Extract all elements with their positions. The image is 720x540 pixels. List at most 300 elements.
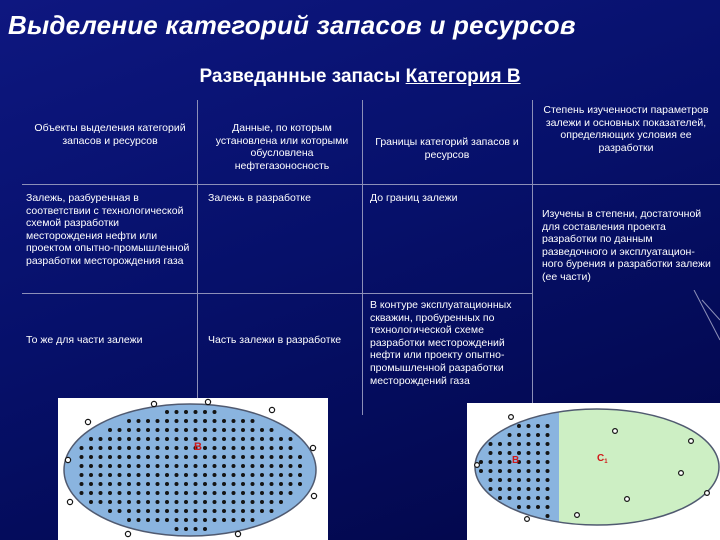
production-well [232,437,236,441]
production-well [184,464,188,468]
production-well [279,491,283,495]
exploration-well [509,415,514,420]
production-well [203,509,207,513]
production-well [99,446,103,450]
production-well [194,509,198,513]
production-well [127,482,131,486]
subtitle-category: Категория B [405,66,521,87]
row2-bounds: В контуре эксплуатационных скважин, пробуренных по технологической схеме разработки месторождений нефти или проекту опытно-промышленной разработки месторождений газа [370,299,512,387]
production-well [270,500,274,504]
production-well [146,491,150,495]
slide-subtitle [0,66,720,88]
production-well [127,437,131,441]
production-well [175,428,179,432]
production-well [194,464,198,468]
production-well [165,446,169,450]
production-well [241,419,245,423]
production-well [165,473,169,477]
production-well [194,527,198,531]
production-well [222,500,226,504]
production-well [232,428,236,432]
production-well [213,446,217,450]
production-well [156,464,160,468]
production-well [232,482,236,486]
production-well [241,455,245,459]
production-well [251,455,255,459]
exploration-well [67,499,72,504]
production-well [108,437,112,441]
production-well [222,419,226,423]
production-well [146,419,150,423]
production-well [517,442,521,446]
production-well [127,464,131,468]
production-well [251,491,255,495]
exploration-well [689,439,694,444]
production-well [175,491,179,495]
production-well [508,469,512,473]
production-well [260,500,264,504]
production-well [546,469,550,473]
production-well [137,500,141,504]
table-row-divider [22,293,532,294]
production-well [165,437,169,441]
production-well [289,464,293,468]
production-well [270,428,274,432]
production-well [536,478,540,482]
production-well [175,446,179,450]
production-well [194,482,198,486]
production-well [146,446,150,450]
production-well [108,428,112,432]
production-well [137,509,141,513]
production-well [241,446,245,450]
production-well [536,451,540,455]
production-well [298,482,302,486]
production-well [156,428,160,432]
production-well [536,433,540,437]
production-well [99,491,103,495]
production-well [241,464,245,468]
production-well [99,482,103,486]
production-well [175,509,179,513]
production-well [194,473,198,477]
production-well [222,491,226,495]
production-well [203,473,207,477]
production-well [289,446,293,450]
production-well [508,433,512,437]
production-well [241,473,245,477]
production-well [118,500,122,504]
production-well [527,451,531,455]
production-well [508,451,512,455]
production-well [118,473,122,477]
exploration-well [310,445,315,450]
production-well [251,446,255,450]
exploration-well [151,401,156,406]
production-well [213,482,217,486]
table-column-divider [362,100,363,415]
production-well [137,482,141,486]
production-well [156,509,160,513]
production-well [203,464,207,468]
production-well [165,410,169,414]
production-well [165,491,169,495]
production-well [146,455,150,459]
production-well [279,446,283,450]
production-well [146,464,150,468]
production-well [222,437,226,441]
production-well [213,509,217,513]
production-well [194,518,198,522]
production-well [156,419,160,423]
reserves-table [22,100,720,415]
production-well [99,437,103,441]
production-well [184,482,188,486]
production-well [241,500,245,504]
production-well [203,482,207,486]
production-well [251,464,255,468]
production-well [165,464,169,468]
production-well [527,478,531,482]
production-well [289,473,293,477]
production-well [156,437,160,441]
production-well [241,518,245,522]
production-well [508,460,512,464]
production-well [479,460,483,464]
production-well [80,464,84,468]
production-well [184,419,188,423]
production-well [517,487,521,491]
production-well [146,437,150,441]
production-well [279,437,283,441]
production-well [546,451,550,455]
production-well [118,482,122,486]
production-well [498,478,502,482]
production-well [175,410,179,414]
production-well [89,473,93,477]
production-well [89,464,93,468]
production-well [80,446,84,450]
production-well [232,518,236,522]
production-well [184,527,188,531]
production-well [270,473,274,477]
production-well [270,509,274,513]
production-well [232,455,236,459]
production-well [279,473,283,477]
production-well [146,482,150,486]
production-well [156,455,160,459]
exploration-well [625,497,630,502]
production-well [175,518,179,522]
production-well [165,500,169,504]
production-well [165,509,169,513]
decorative-lines [690,290,720,370]
production-well [251,482,255,486]
production-well [498,442,502,446]
production-well [270,455,274,459]
production-well [498,460,502,464]
production-well [260,491,264,495]
production-well [546,460,550,464]
production-well [289,437,293,441]
production-well [184,455,188,459]
production-well [194,455,198,459]
production-well [108,500,112,504]
production-well [546,487,550,491]
production-well [108,446,112,450]
production-well [260,509,264,513]
deposit-outline [64,404,316,536]
production-well [251,518,255,522]
production-well [517,496,521,500]
production-well [279,455,283,459]
production-well [89,482,93,486]
production-well [222,473,226,477]
production-well [546,505,550,509]
production-well [127,500,131,504]
production-well [279,482,283,486]
table-column-divider [532,100,533,415]
production-well [137,455,141,459]
production-well [213,491,217,495]
production-well [203,437,207,441]
production-well [80,473,84,477]
production-well [498,496,502,500]
production-well [175,482,179,486]
production-well [146,509,150,513]
production-well [108,464,112,468]
exploration-well [125,531,130,536]
production-well [89,491,93,495]
production-well [536,487,540,491]
production-well [289,491,293,495]
production-well [118,428,122,432]
exploration-well [205,399,210,404]
production-well [184,509,188,513]
production-well [289,482,293,486]
production-well [241,428,245,432]
production-well [80,491,84,495]
exploration-well [85,419,90,424]
production-well [260,482,264,486]
production-well [222,518,226,522]
production-well [241,437,245,441]
production-well [203,446,207,450]
production-well [536,469,540,473]
production-well [203,428,207,432]
production-well [127,455,131,459]
production-well [508,496,512,500]
production-well [165,419,169,423]
production-well [232,446,236,450]
production-well [489,451,493,455]
production-well [213,419,217,423]
production-well [508,478,512,482]
exploration-well [679,471,684,476]
exploration-well [475,463,480,468]
production-well [156,491,160,495]
production-well [118,464,122,468]
production-well [536,460,540,464]
production-well [298,464,302,468]
production-well [175,455,179,459]
production-well [517,505,521,509]
category-c1-subscript: 1 [604,459,608,465]
production-well [527,505,531,509]
production-well [527,487,531,491]
header-bounds: Границы категорий запасов и ресурсов [375,136,519,161]
production-well [489,442,493,446]
production-well [232,464,236,468]
production-well [203,527,207,531]
production-well [165,482,169,486]
production-well [89,500,93,504]
production-well [270,482,274,486]
production-well [213,410,217,414]
table-row-divider [22,184,720,185]
production-well [213,518,217,522]
production-well [203,500,207,504]
production-well [137,473,141,477]
production-well [175,527,179,531]
slide-title: Выделение категорий запасов и ресурсов [8,10,576,40]
header-study: Степень изученности параметров залежи и основных показателей, определяющих условия ее разработки [543,104,709,154]
production-well [137,437,141,441]
production-well [232,509,236,513]
production-well [80,482,84,486]
production-well [517,478,521,482]
production-well [175,419,179,423]
production-well [251,473,255,477]
production-well [127,428,131,432]
row1-data: Залежь в разработке [208,192,311,204]
production-well [298,455,302,459]
production-well [127,518,131,522]
production-well [165,455,169,459]
production-well [118,509,122,513]
production-well [270,437,274,441]
production-well [156,473,160,477]
production-well [536,442,540,446]
production-well [527,469,531,473]
production-well [127,473,131,477]
production-well [203,419,207,423]
exploration-well [613,429,618,434]
production-well [203,518,207,522]
production-well [232,491,236,495]
production-well [489,478,493,482]
production-well [127,491,131,495]
production-well [527,442,531,446]
production-well [203,410,207,414]
production-well [251,428,255,432]
production-well [213,500,217,504]
production-well [222,455,226,459]
production-well [251,437,255,441]
production-well [517,469,521,473]
production-well [241,482,245,486]
production-well [489,460,493,464]
exploration-well [575,513,580,518]
production-well [137,446,141,450]
production-well [222,482,226,486]
production-well [546,496,550,500]
production-well [260,428,264,432]
production-well [270,446,274,450]
production-well [108,509,112,513]
production-well [213,464,217,468]
production-well [184,500,188,504]
production-well [251,509,255,513]
production-well [222,428,226,432]
production-well [194,491,198,495]
production-well [184,410,188,414]
exploration-well [525,517,530,522]
production-well [232,473,236,477]
production-well [213,428,217,432]
production-well [546,433,550,437]
production-well [279,500,283,504]
production-well [175,437,179,441]
production-well [527,433,531,437]
production-well [194,410,198,414]
production-well [118,446,122,450]
production-well [184,473,188,477]
production-well [194,500,198,504]
production-well [80,455,84,459]
production-well [146,500,150,504]
row2-object: То же для части залежи [26,334,143,346]
production-well [222,464,226,468]
production-well [127,419,131,423]
deposit-diagram-partial [467,403,720,540]
production-well [99,500,103,504]
production-well [479,469,483,473]
production-well [298,473,302,477]
production-well [260,473,264,477]
production-well [536,424,540,428]
production-well [127,446,131,450]
production-well [527,424,531,428]
production-well [146,518,150,522]
production-well [118,455,122,459]
production-well [184,437,188,441]
production-well [146,473,150,477]
row1-object: Залежь, разбуренная в соответствии с технологической схемой разработки месторождения нефти или проектом опытно-промышленной разработки месторождения газа [26,192,190,267]
production-well [213,455,217,459]
production-well [89,437,93,441]
production-well [517,424,521,428]
production-well [260,455,264,459]
deposit-diagram-full [58,398,328,540]
production-well [203,455,207,459]
header-objects: Объекты выделения категорий запасов и ресурсов [34,122,186,147]
production-well [232,500,236,504]
production-well [137,464,141,468]
production-well [165,428,169,432]
production-well [279,464,283,468]
production-well [546,442,550,446]
production-well [99,473,103,477]
category-b-label: B [512,455,520,466]
production-well [213,437,217,441]
production-well [498,451,502,455]
production-well [146,428,150,432]
production-well [156,482,160,486]
production-well [260,464,264,468]
subtitle-prefix: Разведанные запасы [199,66,406,87]
production-well [498,469,502,473]
